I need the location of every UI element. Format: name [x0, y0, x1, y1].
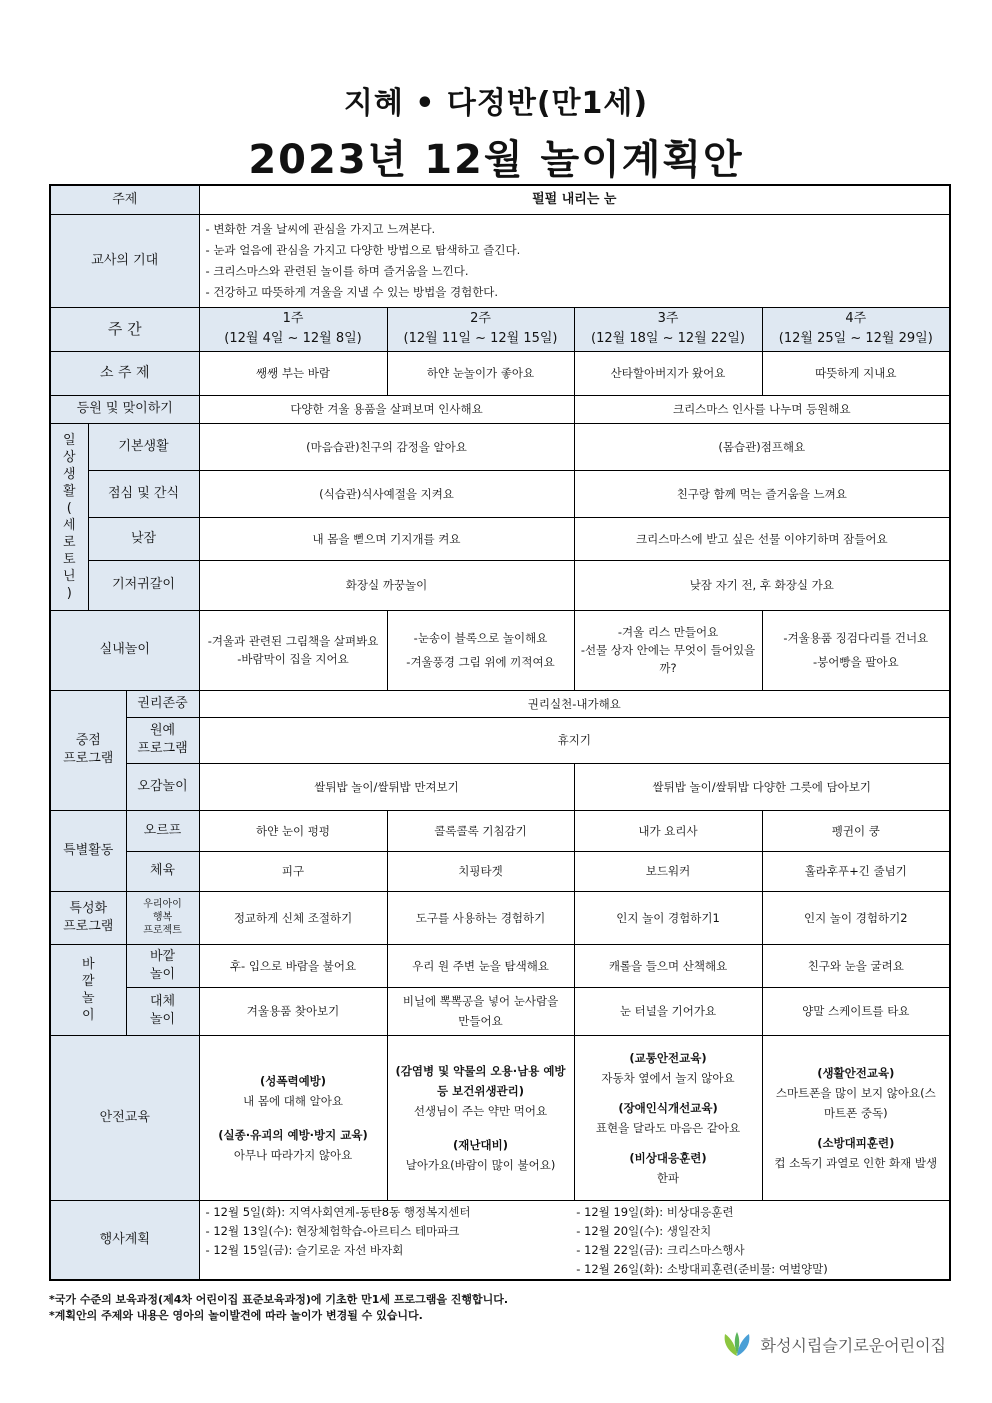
expectation-item: - 변화한 겨울 날씨에 관심을 가지고 느껴본다. [205, 221, 436, 236]
week-range: (12월 11일 ~ 12월 15일) [403, 331, 558, 346]
plan-title: 2023년 12월 놀이계획안 [248, 137, 744, 183]
footnote: *국가 수준의 보육과정(제4차 어린이집 표준보육과정)에 기초한 만1세 프로그램을 진행합니다. [49, 1293, 509, 1306]
daily-basic-label: 기본생활 [88, 423, 199, 470]
outside-week-3: 캐롤을 들으며 산책해요 [574, 944, 762, 987]
outside-week-2: 우리 원 주변 눈을 탐색해요 [387, 944, 574, 987]
outside-week-4: 친구와 눈을 굴려요 [762, 944, 950, 987]
events-list [199, 1200, 950, 1280]
arrival-second-half: 크리스마스 인사를 나누며 등원해요 [574, 395, 950, 423]
daily-meal-label: 점심 및 간식 [88, 470, 199, 517]
pe-week-3: 보드워커 [574, 851, 762, 891]
daycare-logo [721, 1330, 946, 1358]
safety-week-2: (감염병 및 약물의 오용·남용 예방 등 보건위생관리) 선생님이 주는 약만 먹어요 (재난대비) 날아가요(바람이 많이 불어요) [387, 1035, 574, 1200]
orff-week-3: 내가 요리사 [574, 810, 762, 851]
leaf-logo-icon [721, 1330, 753, 1358]
events-label: 행사계획 [50, 1200, 199, 1280]
indoor-week-1: -겨울과 관련된 그림책을 살펴봐요 -바람막이 집을 지어요 [199, 610, 387, 690]
special-group-label: 특별활동 [50, 810, 126, 891]
arrival-first-half: 다양한 겨울 용품을 살펴보며 인사해요 [199, 395, 574, 423]
safety-week-4: (생활안전교육) 스마트폰을 많이 보지 않아요(스마트폰 중독) (소방대피훈련) 컵 소독기 과열로 인한 화재 발생 [762, 1035, 950, 1200]
week-1-header [199, 307, 387, 351]
senses-label: 오감놀이 [126, 763, 199, 810]
pe-week-1: 피구 [199, 851, 387, 891]
week-name: 3주 [657, 311, 679, 326]
week-name: 2주 [470, 311, 491, 326]
specialized-week-1: 정교하게 신체 조절하기 [199, 891, 387, 944]
rights-value: 권리실천-내가해요 [199, 690, 950, 717]
expectations-label: 교사의 기대 [50, 214, 199, 307]
event-item: - 12월 13일(수): 현장체험학습-아르티스 테마파크 [205, 1223, 460, 1238]
alternative-week-3: 눈 터널을 기어가요 [574, 987, 762, 1035]
garden-label: 원예 프로그램 [126, 717, 199, 763]
orff-week-1: 하얀 눈이 펑펑 [199, 810, 387, 851]
theme-value: 펄펄 내리는 눈 [199, 185, 950, 214]
safety-week-1: (성폭력예방) 내 몸에 대해 알아요 (실종·유괴의 예방·방지 교육) 아무나 따라가지 않아요 [199, 1035, 387, 1200]
daily-diaper-second: 낮잠 자기 전, 후 화장실 가요 [574, 560, 950, 610]
subtheme-week-1: 쌩쌩 부는 바람 [199, 351, 387, 395]
senses-second: 쌀튀밥 놀이/쌀튀밥 다양한 그릇에 담아보기 [574, 763, 950, 810]
daily-meal-first: (식습관)식사예절을 지켜요 [199, 470, 574, 517]
arrival-label: 등원 및 맞이하기 [50, 395, 199, 423]
daily-diaper-first: 화장실 까꿍놀이 [199, 560, 574, 610]
class-name: 지혜 • 다정반(만1세) [343, 86, 649, 121]
theme-label: 주제 [50, 185, 199, 214]
outdoor-group-label: 바 깥 놀 이 [50, 944, 126, 1035]
daycare-name: 화성시립슬기로운어린이집 [760, 1335, 946, 1355]
outside-week-1: 후- 입으로 바람을 불어요 [199, 944, 387, 987]
garden-value: 휴지기 [199, 717, 950, 763]
daily-meal-second: 친구랑 함께 먹는 즐거움을 느껴요 [574, 470, 950, 517]
event-item: - 12월 22일(금): 크리스마스행사 [576, 1242, 745, 1257]
event-item: - 12월 20일(수): 생일잔치 [576, 1223, 712, 1238]
subtheme-week-3: 산타할아버지가 왔어요 [574, 351, 762, 395]
daily-diaper-label: 기저귀갈이 [88, 560, 199, 610]
daily-nap-second: 크리스마스에 받고 싶은 선물 이야기하며 잠들어요 [574, 517, 950, 560]
expectation-item: - 크리스마스와 관련된 놀이를 하며 즐거움을 느낀다. [205, 263, 469, 278]
safety-week-3: (교통안전교육) 자동차 옆에서 놀지 않아요 (장애인식개선교육) 표현을 달라도 마음은 같아요 (비상대응훈련) 한파 [574, 1035, 762, 1200]
week-name: 4주 [845, 311, 867, 326]
indoor-label: 실내놀이 [50, 610, 199, 690]
daily-basic-second: (몸습관)점프해요 [574, 423, 950, 470]
pe-week-4: 훌라후푸+긴 줄넘기 [762, 851, 950, 891]
weeks-label: 주 간 [50, 307, 199, 351]
event-item: - 12월 26일(화): 소방대피훈련(준비물: 여벌양말) [576, 1261, 828, 1276]
alternative-week-2: 비닐에 뽁뽁공을 넣어 눈사람을 만들어요 [387, 987, 574, 1035]
event-item: - 12월 5일(화): 지역사회연계-동탄8동 행정복지센터 [205, 1204, 471, 1219]
daily-basic-first: (마음습관)친구의 감정을 알아요 [199, 423, 574, 470]
footnote: *계획안의 주제와 내용은 영아의 놀이발견에 따라 놀이가 변경될 수 있습니다. [49, 1309, 423, 1322]
subtheme-week-2: 하얀 눈놀이가 좋아요 [387, 351, 574, 395]
pe-label: 체육 [126, 851, 199, 891]
safety-label: 안전교육 [50, 1035, 199, 1200]
subtheme-label: 소 주 제 [50, 351, 199, 395]
indoor-week-4: -겨울용품 징검다리를 건너요 -붕어빵을 팔아요 [762, 610, 950, 690]
orff-label: 오르프 [126, 810, 199, 851]
event-item: - 12월 15일(금): 슬기로운 자선 바자회 [205, 1242, 404, 1257]
orff-week-2: 콜록콜록 기침감기 [387, 810, 574, 851]
specialized-week-3: 인지 놀이 경험하기1 [574, 891, 762, 944]
specialized-week-2: 도구를 사용하는 경험하기 [387, 891, 574, 944]
expectation-item: - 눈과 얼음에 관심을 가지고 다양한 방법으로 탐색하고 즐긴다. [205, 242, 521, 257]
focus-group-label: 중점 프로그램 [50, 690, 126, 810]
orff-week-4: 펭귄이 쿵 [762, 810, 950, 851]
specialized-week-4: 인지 놀이 경험하기2 [762, 891, 950, 944]
indoor-week-2: -눈송이 블록으로 놀이해요 -겨울풍경 그림 위에 끼적여요 [387, 610, 574, 690]
week-range: (12월 18일 ~ 12월 22일) [591, 331, 745, 346]
alternative-week-1: 겨울용품 찾아보기 [199, 987, 387, 1035]
week-4-header [762, 307, 950, 351]
week-3-header [574, 307, 762, 351]
play-plan-table [49, 184, 951, 1281]
indoor-week-3: -겨울 리스 만들어요 -선물 상자 안에는 무엇이 들어있을까? [574, 610, 762, 690]
subtheme-week-4: 따뜻하게 지내요 [762, 351, 950, 395]
week-2-header [387, 307, 574, 351]
week-name: 1주 [282, 311, 304, 326]
alternative-week-4: 양말 스케이트를 타요 [762, 987, 950, 1035]
daily-nap-label: 낮잠 [88, 517, 199, 560]
week-range: (12월 25일 ~ 12월 29일) [778, 331, 933, 346]
rights-label: 권리존중 [126, 690, 199, 717]
expectations-list [199, 214, 950, 307]
outside-play-label: 바깥 놀이 [126, 944, 199, 987]
pe-week-2: 치핑타겟 [387, 851, 574, 891]
footnotes [49, 1292, 508, 1324]
specialized-group-label: 특성화 프로그램 [50, 891, 126, 944]
week-range: (12월 4일 ~ 12월 8일) [224, 331, 362, 346]
expectation-item: - 건강하고 따뜻하게 겨울을 지낼 수 있는 방법을 경험한다. [205, 284, 499, 299]
happy-project-label: 우리아이 행복 프로젝트 [126, 891, 199, 944]
daily-life-group-label: 일 상 생 활 ( 세 로 토 닌 ) [50, 423, 88, 610]
event-item: - 12월 19일(화): 비상대응훈련 [576, 1204, 734, 1219]
alternative-play-label: 대체 놀이 [126, 987, 199, 1035]
senses-first: 쌀튀밥 놀이/쌀튀밥 만져보기 [199, 763, 574, 810]
daily-nap-first: 내 몸을 뻗으며 기지개를 켜요 [199, 517, 574, 560]
